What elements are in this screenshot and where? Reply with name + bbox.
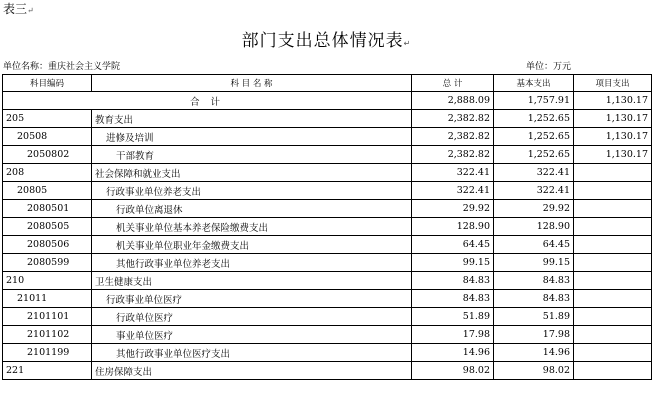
row-total: 2,382.82: [412, 128, 494, 146]
row-name: 干部教育: [92, 146, 412, 164]
table-row: [3, 272, 652, 290]
table-header-row: [3, 75, 652, 92]
row-name: 机关事业单位职业年金缴费支出: [92, 236, 412, 254]
total-label: 合 计: [3, 92, 412, 110]
row-basic: 128.90: [494, 218, 574, 236]
row-code: 2080506: [3, 236, 92, 254]
row-name: 机关事业单位基本养老保险缴费支出: [92, 218, 412, 236]
table-row: [3, 344, 652, 362]
table-row: [3, 146, 652, 164]
row-total: 51.89: [412, 308, 494, 326]
row-project: [574, 200, 652, 218]
header-project: 项目支出: [574, 75, 652, 92]
table-row: [3, 164, 652, 182]
row-name: 行政单位离退休: [92, 200, 412, 218]
row-basic: 51.89: [494, 308, 574, 326]
row-total: 17.98: [412, 326, 494, 344]
row-code: 2080505: [3, 218, 92, 236]
table-row: [3, 326, 652, 344]
row-code: 2050802: [3, 146, 92, 164]
row-total: 99.15: [412, 254, 494, 272]
total-row: [3, 92, 652, 110]
row-basic: 29.92: [494, 200, 574, 218]
row-total: 2,382.82: [412, 110, 494, 128]
row-basic: 322.41: [494, 182, 574, 200]
row-code: 210: [3, 272, 92, 290]
expenditure-table: [2, 74, 652, 380]
currency-unit-label: 单位：万元: [526, 62, 572, 72]
table-row: [3, 110, 652, 128]
row-code: 2080501: [3, 200, 92, 218]
row-project: [574, 344, 652, 362]
total-amount: 2,888.09: [412, 92, 494, 110]
row-total: 84.83: [412, 290, 494, 308]
header-name: 科 目 名 称: [92, 75, 412, 92]
row-code: 205: [3, 110, 92, 128]
row-code: 20805: [3, 182, 92, 200]
row-total: 84.83: [412, 272, 494, 290]
row-basic: 98.02: [494, 362, 574, 380]
row-basic: 322.41: [494, 164, 574, 182]
row-basic: 1,252.65: [494, 110, 574, 128]
row-name: 事业单位医疗: [92, 326, 412, 344]
row-basic: 1,252.65: [494, 128, 574, 146]
row-total: 322.41: [412, 182, 494, 200]
row-code: 2101102: [3, 326, 92, 344]
row-name: 进修及培训: [92, 128, 412, 146]
row-name: 行政事业单位养老支出: [92, 182, 412, 200]
header-basic: 基本支出: [494, 75, 574, 92]
table-row: [3, 182, 652, 200]
row-code: 2101199: [3, 344, 92, 362]
table-row: [3, 200, 652, 218]
row-project: [574, 272, 652, 290]
row-code: 2080599: [3, 254, 92, 272]
row-project: [574, 236, 652, 254]
total-project: 1,130.17: [574, 92, 652, 110]
row-name: 其他行政事业单位养老支出: [92, 254, 412, 272]
row-basic: 14.96: [494, 344, 574, 362]
unit-name-label: 单位名称：重庆社会主义学院: [3, 62, 121, 72]
row-code: 21011: [3, 290, 92, 308]
table-row: [3, 236, 652, 254]
table-row: [3, 362, 652, 380]
row-project: [574, 290, 652, 308]
row-name: 住房保障支出: [92, 362, 412, 380]
row-name: 卫生健康支出: [92, 272, 412, 290]
row-project: [574, 164, 652, 182]
row-total: 64.45: [412, 236, 494, 254]
row-project: [574, 182, 652, 200]
row-project: 1,130.17: [574, 128, 652, 146]
table-row: [3, 290, 652, 308]
row-basic: 99.15: [494, 254, 574, 272]
row-project: 1,130.17: [574, 146, 652, 164]
row-total: 2,382.82: [412, 146, 494, 164]
row-name: 行政单位医疗: [92, 308, 412, 326]
header-code: 科目编码: [3, 75, 92, 92]
row-total: 14.96: [412, 344, 494, 362]
row-name: 行政事业单位医疗: [92, 290, 412, 308]
row-project: [574, 218, 652, 236]
row-project: [574, 326, 652, 344]
row-code: 221: [3, 362, 92, 380]
row-name: 社会保障和就业支出: [92, 164, 412, 182]
table-row: [3, 308, 652, 326]
header-total: 总 计: [412, 75, 494, 92]
row-project: [574, 254, 652, 272]
table-row: [3, 128, 652, 146]
row-code: 20508: [3, 128, 92, 146]
row-basic: 84.83: [494, 272, 574, 290]
row-project: [574, 308, 652, 326]
page-title: 部门支出总体情况表↵: [241, 31, 412, 51]
row-total: 29.92: [412, 200, 494, 218]
row-name: 其他行政事业单位医疗支出: [92, 344, 412, 362]
table-row: [3, 218, 652, 236]
row-total: 98.02: [412, 362, 494, 380]
row-basic: 84.83: [494, 290, 574, 308]
total-basic: 1,757.91: [494, 92, 574, 110]
row-basic: 17.98: [494, 326, 574, 344]
table-caption: 表三↵: [3, 2, 34, 16]
row-name: 教育支出: [92, 110, 412, 128]
row-project: 1,130.17: [574, 110, 652, 128]
row-total: 322.41: [412, 164, 494, 182]
row-code: 2101101: [3, 308, 92, 326]
row-code: 208: [3, 164, 92, 182]
row-basic: 1,252.65: [494, 146, 574, 164]
table-row: [3, 254, 652, 272]
row-basic: 64.45: [494, 236, 574, 254]
row-total: 128.90: [412, 218, 494, 236]
row-project: [574, 362, 652, 380]
